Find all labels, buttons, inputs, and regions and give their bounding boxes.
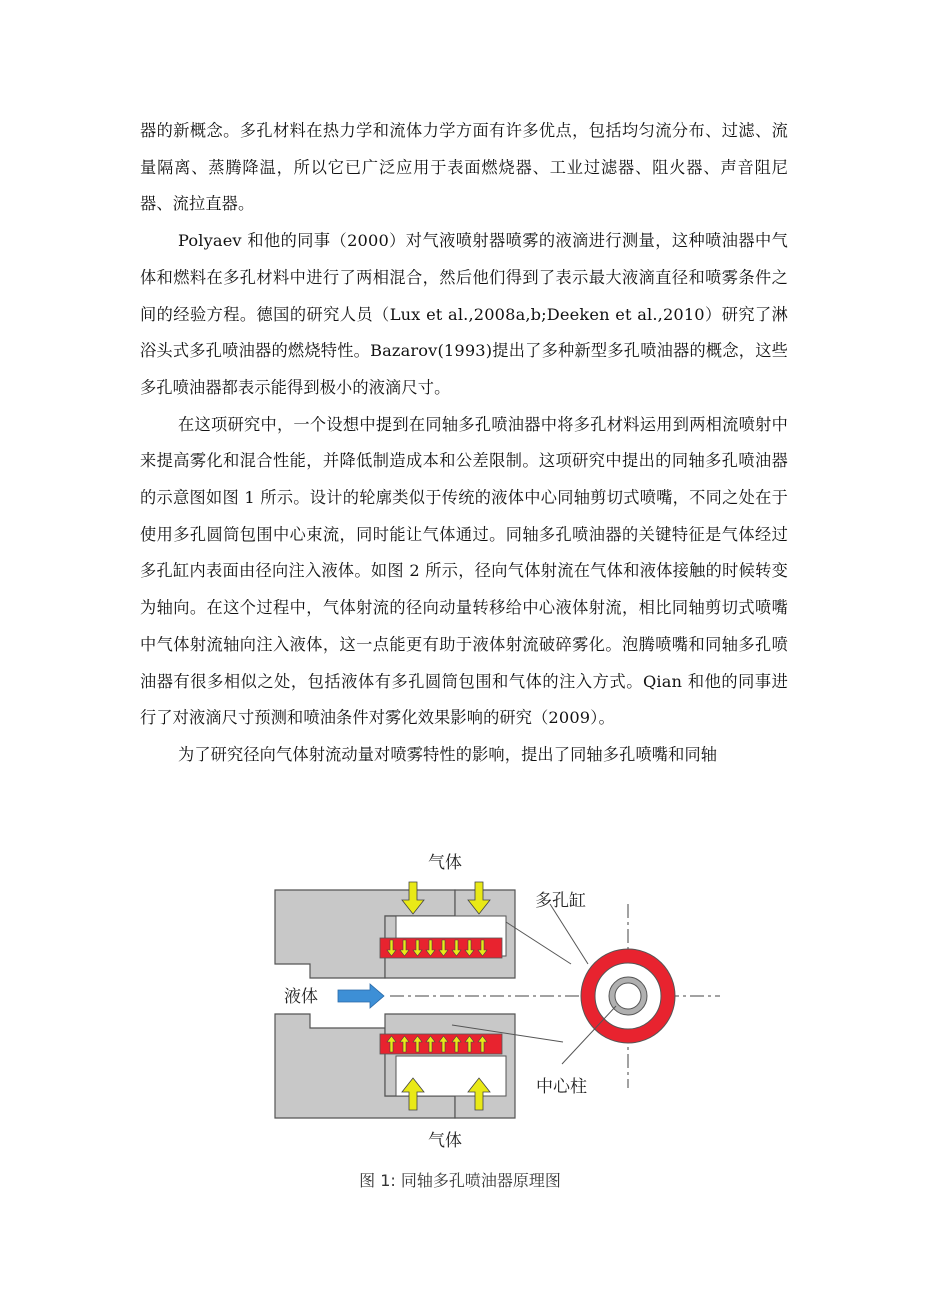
paragraph-2: Polyaev 和他的同事（2000）对气液喷射器喷雾的液滴进行测量，这种喷油器中气体和燃料在多孔材料中进行了两相混合，然后他们得到了表示最大液滴直径和喷雾条件之间的经验方程。德国的研究人员（Lux et al.,2008a,b;Deeken et al.,2010）研究了淋浴头式多孔喷油器的燃烧特性。Bazarov(1993)提出了多种新型多孔喷油器的概念，这些多孔喷油器都表示能得到极小的液滴尺寸。 [140,231,788,397]
label-porous-cylinder: 多孔缸 [535,891,586,911]
paragraph-1: 器的新概念。多孔材料在热力学和流体力学方面有许多优点，包括均匀流分布、过滤、流量隔离、蒸腾降温，所以它已广泛应用于表面燃烧器、工业过滤器、阻火器、声音阻尼器、流拉直器。 [140,121,788,214]
label-gas-bottom: 气体 [428,1131,462,1151]
center-post-bore [615,983,641,1009]
liquid-inlet-arrow [338,984,384,1008]
body-text [140,113,788,774]
figure-caption: 图 1: 同轴多孔喷油器原理图 [359,1171,561,1190]
label-liquid: 液体 [284,987,318,1007]
label-gas-top: 气体 [428,853,462,873]
paragraph-3: 在这项研究中，一个设想中提到在同轴多孔喷油器中将多孔材料运用到两相流喷射中来提高雾化和混合性能，并降低制造成本和公差限制。这项研究中提出的同轴多孔喷油器的示意图如图 1 所示。设计的轮廓类似于传统的液体中心同轴剪切式喷嘴，不同之处在于使用多孔圆筒包围中心束流，同时能让气体通过。同轴多孔喷油器的关键特征是气体经过多孔缸内表面由径向注入液体。如图 2 所示，径向气体射流在气体和液体接触的时候转变为轴向。在这个过程中，气体射流的径向动量转移给中心液体射流，相比同轴剪切式喷嘴中气体射流轴向注入液体，这一点能更有助于液体射流破碎雾化。泡腾喷嘴和同轴多孔喷油器有很多相似之处，包括液体有多孔圆筒包围和气体的注入方式。Qian 和他的同事进行了对液滴尺寸预测和喷油条件对雾化效果影响的研究（2009）。 [140,414,788,728]
injector-schematic-figure [270,846,730,1206]
label-center-post: 中心柱 [536,1077,587,1097]
paragraph-4: 为了研究径向气体射流动量对喷雾特性的影响，提出了同轴多孔喷嘴和同轴 [178,744,718,764]
porous-cylinder-leader [550,904,588,964]
leader-line-upper [506,922,571,964]
